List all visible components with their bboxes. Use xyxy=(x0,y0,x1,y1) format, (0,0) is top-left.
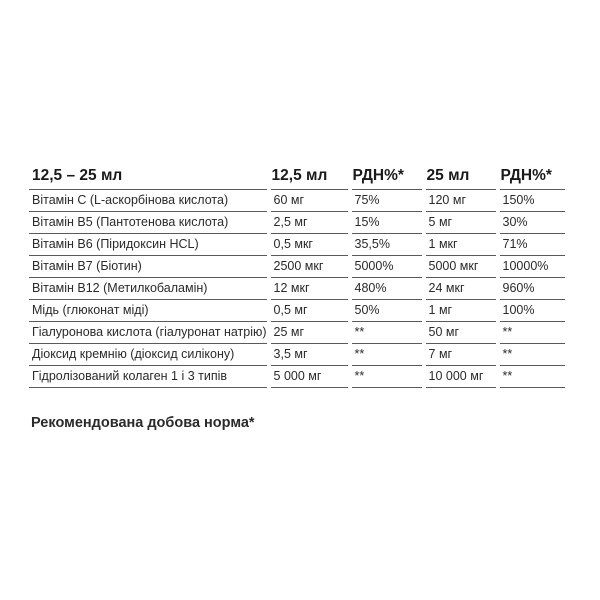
ingredient-name-cell: Вітамін С (L-аскорбінова кислота) xyxy=(29,190,269,212)
ingredient-name-cell: Вітамін В5 (Пантотенова кислота) xyxy=(29,212,269,234)
header-dose-12-5ml: 12,5 мл xyxy=(271,167,328,184)
rdn-12-5ml-cell: ** xyxy=(350,344,424,366)
dose-25ml-cell: 5 мг xyxy=(424,212,498,234)
nutrition-table-container xyxy=(29,163,565,388)
ingredient-name-cell: Гіалуронова кислота (гіалуронат натрію) xyxy=(29,322,269,344)
rdn-12-5ml-cell: 480% xyxy=(350,278,424,300)
header-dose-25ml: 25 мл xyxy=(426,167,470,184)
dose-25ml-cell: 1 мг xyxy=(424,300,498,322)
ingredient-name-cell: Діоксид кремнію (діоксид силікону) xyxy=(29,344,269,366)
dose-12-5ml-cell: 3,5 мг xyxy=(269,344,350,366)
ingredient-name-cell: Вітамін В12 (Метилкобаламін) xyxy=(29,278,269,300)
table-row xyxy=(29,278,565,300)
dose-12-5ml-cell: 0,5 мкг xyxy=(269,234,350,256)
table-row xyxy=(29,190,565,212)
table-row xyxy=(29,234,565,256)
ingredient-name-cell: Мідь (глюконат міді) xyxy=(29,300,269,322)
rdn-12-5ml-cell: ** xyxy=(350,366,424,388)
table-row xyxy=(29,256,565,278)
rdn-25ml-cell: ** xyxy=(498,322,565,344)
dose-25ml-cell: 50 мг xyxy=(424,322,498,344)
footnote-recommended-daily-norm: Рекомендована добова норма* xyxy=(31,415,255,431)
rdn-12-5ml-cell: 75% xyxy=(350,190,424,212)
table-row xyxy=(29,300,565,322)
dose-12-5ml-cell: 2,5 мг xyxy=(269,212,350,234)
rdn-12-5ml-cell: ** xyxy=(350,322,424,344)
dose-12-5ml-cell: 12 мкг xyxy=(269,278,350,300)
header-rdn-12-5ml: РДН%* xyxy=(352,167,404,184)
rdn-12-5ml-cell: 35,5% xyxy=(350,234,424,256)
header-rdn-25ml: РДН%* xyxy=(500,167,552,184)
ingredient-name-cell: Вітамін В6 (Піридоксин HCL) xyxy=(29,234,269,256)
table-row xyxy=(29,322,565,344)
ingredient-name-cell: Гідролізований колаген 1 і 3 типів xyxy=(29,366,269,388)
dose-25ml-cell: 7 мг xyxy=(424,344,498,366)
rdn-25ml-cell: 100% xyxy=(498,300,565,322)
dose-12-5ml-cell: 5 000 мг xyxy=(269,366,350,388)
rdn-25ml-cell: 960% xyxy=(498,278,565,300)
rdn-12-5ml-cell: 50% xyxy=(350,300,424,322)
nutrition-table xyxy=(29,163,565,388)
dose-25ml-cell: 5000 мкг xyxy=(424,256,498,278)
rdn-25ml-cell: ** xyxy=(498,344,565,366)
rdn-25ml-cell: 30% xyxy=(498,212,565,234)
dose-25ml-cell: 120 мг xyxy=(424,190,498,212)
rdn-12-5ml-cell: 15% xyxy=(350,212,424,234)
table-header-row xyxy=(29,163,565,190)
table-row xyxy=(29,366,565,388)
dose-12-5ml-cell: 2500 мкг xyxy=(269,256,350,278)
rdn-12-5ml-cell: 5000% xyxy=(350,256,424,278)
header-dosage-range: 12,5 – 25 мл xyxy=(32,167,123,184)
dose-25ml-cell: 10 000 мг xyxy=(424,366,498,388)
rdn-25ml-cell: 10000% xyxy=(498,256,565,278)
table-body xyxy=(29,190,565,388)
dose-25ml-cell: 24 мкг xyxy=(424,278,498,300)
dose-12-5ml-cell: 0,5 мг xyxy=(269,300,350,322)
rdn-25ml-cell: 150% xyxy=(498,190,565,212)
table-row xyxy=(29,212,565,234)
dose-12-5ml-cell: 60 мг xyxy=(269,190,350,212)
dose-12-5ml-cell: 25 мг xyxy=(269,322,350,344)
ingredient-name-cell: Вітамін В7 (Біотин) xyxy=(29,256,269,278)
rdn-25ml-cell: ** xyxy=(498,366,565,388)
table-row xyxy=(29,344,565,366)
dose-25ml-cell: 1 мкг xyxy=(424,234,498,256)
rdn-25ml-cell: 71% xyxy=(498,234,565,256)
